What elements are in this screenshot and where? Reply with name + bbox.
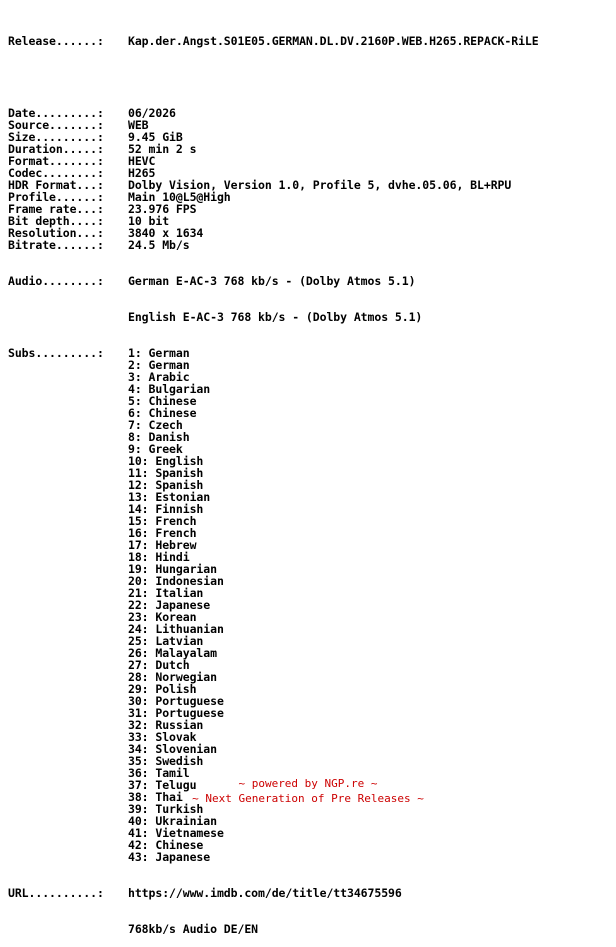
- info-value: Main 10@L5@High: [128, 190, 231, 204]
- sub-row: [8, 635, 539, 647]
- subs-label-spacer: [8, 647, 128, 659]
- subtitle-track: 5: Chinese: [128, 394, 197, 408]
- footer-tagline: ~ Next Generation of Pre Releases ~: [192, 792, 424, 805]
- subtitle-track: 18: Hindi: [128, 550, 190, 564]
- sub-row: [8, 443, 539, 455]
- info-value: 3840 x 1634: [128, 226, 204, 240]
- subtitle-track: 1: German: [128, 346, 190, 360]
- sub-row: [8, 575, 539, 587]
- audio-row-1: [8, 275, 539, 287]
- subtitle-track: 2: German: [128, 358, 190, 372]
- release-name: Kap.der.Angst.S01E05.GERMAN.DL.DV.2160P.WEB.H265.REPACK-RiLE: [128, 34, 539, 48]
- audio-label: Audio........:: [8, 274, 104, 288]
- subtitle-track: 13: Estonian: [128, 490, 211, 504]
- subtitle-track: 40: Ukrainian: [128, 814, 217, 828]
- sub-row: [8, 599, 539, 611]
- subs-label-spacer: [8, 455, 128, 467]
- info-label: Duration.....:: [8, 142, 104, 156]
- info-label: Profile......:: [8, 190, 104, 204]
- sub-row: [8, 659, 539, 671]
- sub-row: [8, 563, 539, 575]
- subtitle-track: 7: Czech: [128, 418, 183, 432]
- sub-row: [8, 587, 539, 599]
- subtitle-track: 43: Japanese: [128, 850, 211, 864]
- audio-track: German E-AC-3 768 kb/s - (Dolby Atmos 5.1): [128, 274, 416, 288]
- subs-label-spacer: [8, 827, 128, 839]
- subtitle-track: 15: French: [128, 514, 197, 528]
- sub-row: [8, 755, 539, 767]
- subs-label-spacer: [8, 419, 128, 431]
- subtitle-track: 3: Arabic: [128, 370, 190, 384]
- subtitle-track: 19: Hungarian: [128, 562, 217, 576]
- sub-row: [8, 347, 539, 359]
- info-label: Date.........:: [8, 106, 104, 120]
- sub-row: [8, 479, 539, 491]
- subtitle-track: 32: Russian: [128, 718, 204, 732]
- subtitle-track: 10: English: [128, 454, 204, 468]
- subs-label-spacer: [8, 371, 128, 383]
- sub-row: [8, 371, 539, 383]
- info-label: Bitrate......:: [8, 238, 104, 252]
- subs-label-spacer: [8, 743, 128, 755]
- url-note-row: [8, 923, 539, 935]
- subs-label-spacer: [8, 851, 128, 863]
- info-value: 06/2026: [128, 106, 176, 120]
- subtitle-track: 25: Latvian: [128, 634, 204, 648]
- info-value: 24.5 Mb/s: [128, 238, 190, 252]
- subs-label-spacer: [8, 551, 128, 563]
- sub-row: [8, 551, 539, 563]
- subs-label-spacer: [8, 575, 128, 587]
- sub-row: [8, 731, 539, 743]
- subs-label-spacer: [8, 563, 128, 575]
- sub-row: [8, 515, 539, 527]
- sub-row: [8, 839, 539, 851]
- subs-label: Subs.........:: [8, 346, 104, 360]
- subs-label-spacer: [8, 611, 128, 623]
- sub-row: [8, 815, 539, 827]
- audio-note: 768kb/s Audio DE/EN: [128, 922, 259, 936]
- subs-label-spacer: [8, 731, 128, 743]
- sub-row: [8, 827, 539, 839]
- sub-row: [8, 383, 539, 395]
- subtitle-track: 33: Slovak: [128, 730, 197, 744]
- subs-label-spacer: [8, 623, 128, 635]
- sub-row: [8, 359, 539, 371]
- subtitle-track: 16: French: [128, 526, 197, 540]
- subs-label-spacer: [8, 395, 128, 407]
- audio-row-2: [8, 311, 539, 323]
- footer-powered-by: ~ powered by NGP.re ~: [238, 777, 378, 790]
- subtitle-track: 42: Chinese: [128, 838, 204, 852]
- imdb-link[interactable]: https://www.imdb.com/de/title/tt34675596: [128, 886, 402, 900]
- sub-row: [8, 647, 539, 659]
- sub-row: [8, 743, 539, 755]
- url-row: [8, 887, 539, 899]
- subtitle-track: 35: Swedish: [128, 754, 204, 768]
- subtitle-track: 11: Spanish: [128, 466, 204, 480]
- subs-label-spacer: [8, 443, 128, 455]
- info-value: HEVC: [128, 154, 156, 168]
- subtitle-track: 38: Thai: [128, 790, 183, 804]
- info-label: Codec........:: [8, 166, 104, 180]
- info-label: Format.......:: [8, 154, 104, 168]
- subtitle-track: 23: Korean: [128, 610, 197, 624]
- subtitle-track: 36: Tamil: [128, 766, 190, 780]
- sub-row: [8, 527, 539, 539]
- nfo-text: [8, 11, 539, 947]
- url-label: URL..........:: [8, 886, 104, 900]
- audio-label-spacer: [8, 311, 128, 323]
- subtitle-track: 21: Italian: [128, 586, 204, 600]
- url-note-spacer: [8, 923, 128, 935]
- subs-label-spacer: [8, 599, 128, 611]
- subs-label-spacer: [8, 359, 128, 371]
- subtitle-track: 14: Finnish: [128, 502, 204, 516]
- info-row: [8, 239, 539, 251]
- subtitle-track: 20: Indonesian: [128, 574, 224, 588]
- info-value: 9.45 GiB: [128, 130, 183, 144]
- subtitle-track: 6: Chinese: [128, 406, 197, 420]
- info-label: Bit depth....:: [8, 214, 104, 228]
- subtitle-track: 28: Norwegian: [128, 670, 217, 684]
- info-label: Size.........:: [8, 130, 104, 144]
- subs-label-spacer: [8, 539, 128, 551]
- sub-row: [8, 467, 539, 479]
- sub-row: [8, 695, 539, 707]
- subs-label-spacer: [8, 707, 128, 719]
- subs-label-spacer: [8, 527, 128, 539]
- subtitle-track: 27: Dutch: [128, 658, 190, 672]
- info-value: Dolby Vision, Version 1.0, Profile 5, dvhe.05.06, BL+RPU: [128, 178, 512, 192]
- subtitle-track: 17: Hebrew: [128, 538, 197, 552]
- sub-row: [8, 719, 539, 731]
- sub-row: [8, 851, 539, 863]
- subs-label-spacer: [8, 719, 128, 731]
- subtitle-track: 9: Greek: [128, 442, 183, 456]
- subtitle-track: 8: Danish: [128, 430, 190, 444]
- sub-row: [8, 395, 539, 407]
- info-value: 52 min 2 s: [128, 142, 197, 156]
- subs-label-spacer: [8, 515, 128, 527]
- audio-track: English E-AC-3 768 kb/s - (Dolby Atmos 5.1): [128, 310, 423, 324]
- subs-label-spacer: [8, 839, 128, 851]
- subs-label-spacer: [8, 659, 128, 671]
- subtitle-track: 4: Bulgarian: [128, 382, 211, 396]
- info-label: Resolution...:: [8, 226, 104, 240]
- subs-label-spacer: [8, 383, 128, 395]
- subtitle-track: 12: Spanish: [128, 478, 204, 492]
- sub-row: [8, 503, 539, 515]
- info-value: 10 bit: [128, 214, 170, 228]
- sub-row: [8, 419, 539, 431]
- subtitle-track: 26: Malayalam: [128, 646, 217, 660]
- release-row: [8, 35, 539, 47]
- subs-label-spacer: [8, 479, 128, 491]
- subtitle-track: 39: Turkish: [128, 802, 204, 816]
- subs-label-spacer: [8, 683, 128, 695]
- subs-label-spacer: [8, 671, 128, 683]
- subs-label-spacer: [8, 431, 128, 443]
- info-fields: [8, 107, 539, 251]
- info-label: Frame rate...:: [8, 202, 104, 216]
- subs-label-spacer: [8, 491, 128, 503]
- subtitle-track: 24: Lithuanian: [128, 622, 224, 636]
- info-value: 23.976 FPS: [128, 202, 197, 216]
- subs-label-spacer: [8, 635, 128, 647]
- subs-label-spacer: [8, 815, 128, 827]
- sub-row: [8, 491, 539, 503]
- subs-label-spacer: [8, 467, 128, 479]
- subtitle-track: 41: Vietnamese: [128, 826, 224, 840]
- subs-label-spacer: [8, 755, 128, 767]
- sub-row: [8, 539, 539, 551]
- subtitle-track: 37: Telugu: [128, 778, 197, 792]
- info-label: Source.......:: [8, 118, 104, 132]
- info-value: H265: [128, 166, 156, 180]
- info-label: HDR Format...:: [8, 178, 104, 192]
- info-value: WEB: [128, 118, 149, 132]
- subtitle-track: 34: Slovenian: [128, 742, 217, 756]
- subs-label-spacer: [8, 587, 128, 599]
- subtitle-track: 22: Japanese: [128, 598, 211, 612]
- subs-label-spacer: [8, 503, 128, 515]
- sub-row: [8, 623, 539, 635]
- sub-row: [8, 611, 539, 623]
- release-label: Release......:: [8, 34, 104, 48]
- subs-label-spacer: [8, 407, 128, 419]
- subs-label-spacer: [8, 695, 128, 707]
- subtitle-track: 30: Portuguese: [128, 694, 224, 708]
- sub-row: [8, 407, 539, 419]
- subtitle-track: 31: Portuguese: [128, 706, 224, 720]
- blank-line: [8, 71, 539, 83]
- sub-row: [8, 431, 539, 443]
- sub-row: [8, 455, 539, 467]
- sub-row: [8, 671, 539, 683]
- sub-row: [8, 707, 539, 719]
- sub-row: [8, 683, 539, 695]
- subtitle-track: 29: Polish: [128, 682, 197, 696]
